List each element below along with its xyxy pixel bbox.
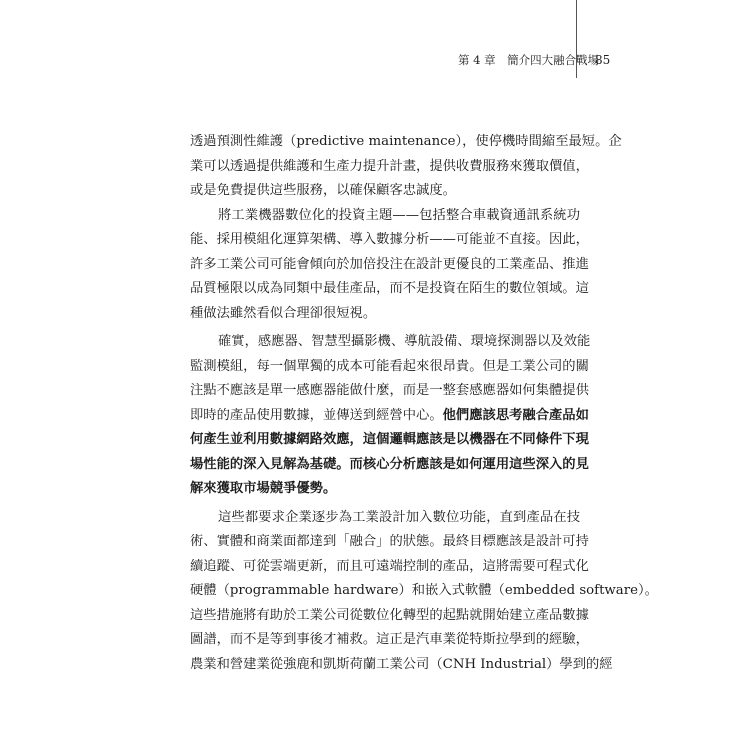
text-line: 續追蹤、可從雲端更新，而且可遠端控制的產品，這將需要可程式化 bbox=[190, 558, 589, 574]
paragraph bbox=[190, 330, 591, 502]
running-header bbox=[458, 51, 611, 69]
page-number: 85 bbox=[595, 53, 611, 67]
text-line: 這些措施將有助於工業公司從數位化轉型的起點就開始建立產品數據 bbox=[190, 607, 589, 623]
text-line: 能、採用模組化運算架構、導入數據分析——可能並不直接。因此， bbox=[190, 232, 589, 247]
text-line: 種做法雖然看似合理卻很短視。 bbox=[190, 305, 377, 321]
text-line: 透過預測性維護（predictive maintenance），使停機時間縮至最短。企 bbox=[190, 134, 622, 149]
text-line: 農業和營建業從強鹿和凱斯荷蘭工業公司（CNH Industrial）學到的經 bbox=[190, 656, 613, 672]
text-line bbox=[190, 404, 589, 429]
bold-text-line: 解來獲取市場競爭優勢。 bbox=[190, 481, 337, 496]
text-line: 業可以透過提供維護和生產力提升計畫，提供收費服務來獲取價值， bbox=[190, 158, 589, 174]
paragraph bbox=[190, 506, 658, 678]
bold-text-line: 場性能的深入見解為基礎。而核心分析應該是如何運用這些深入的見 bbox=[190, 456, 589, 472]
chapter-title: 第 4 章 簡介四大融合戰場 bbox=[458, 53, 600, 67]
text-line: 硬體（programmable hardware）和嵌入式軟體（embedded software）。 bbox=[190, 583, 658, 598]
text-line: 圖譜，而不是等到事後才補救。這正是汽車業從特斯拉學到的經驗， bbox=[190, 632, 589, 647]
text-line: 品質極限以成為同類中最佳產品，而不是投資在陌生的數位領域。這 bbox=[190, 281, 589, 296]
bold-text-run: 他們應該思考融合產品如 bbox=[442, 407, 589, 423]
text-line: 確實，感應器、智慧型攝影機、導航設備、環境探測器以及效能 bbox=[218, 334, 591, 349]
bold-text-line: 何產生並利用數據網路效應，這個邏輯應該是以機器在不同條件下現 bbox=[190, 432, 589, 447]
text-line: 注點不應該是單一感應器能做什麼，而是一整套感應器如何集體提供 bbox=[190, 383, 589, 398]
text-line: 或是免費提供這些服務，以確保顧客忠誠度。 bbox=[190, 183, 456, 198]
text-line: 將工業機器數位化的投資主題——包括整合車載資通訊系統功 bbox=[218, 207, 580, 223]
paragraph bbox=[190, 130, 622, 204]
text-line: 術、實體和商業面都達到「融合」的狀態。最終目標應該是設計可持 bbox=[190, 534, 589, 549]
body-text bbox=[190, 130, 658, 677]
text-line: 這些都要求企業逐步為工業設計加入數位功能，直到產品在技 bbox=[218, 509, 580, 525]
paragraph bbox=[190, 204, 589, 327]
text-run: 即時的產品使用數據，並傳送到經營中心。 bbox=[190, 407, 443, 423]
text-line: 許多工業公司可能會傾向於加倍投注在設計更優良的工業產品、推進 bbox=[190, 256, 589, 272]
text-line: 監測模組，每一個單獨的成本可能看起來很昂貴。但是工業公司的關 bbox=[190, 358, 589, 374]
